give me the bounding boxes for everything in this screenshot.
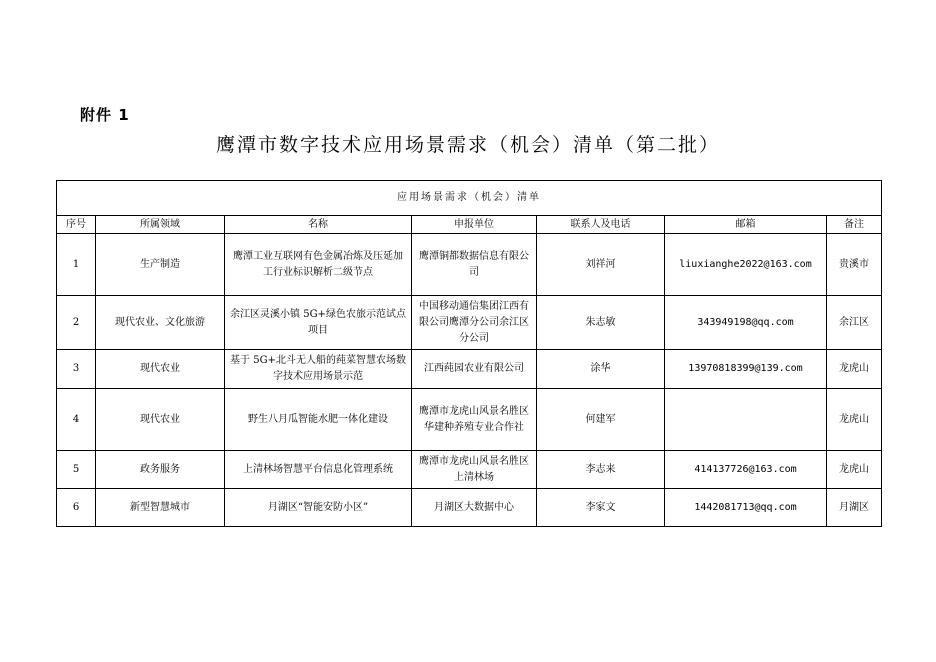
header-index: 序号 — [57, 216, 96, 234]
cell-unit: 鹰潭铜都数据信息有限公司 — [412, 234, 537, 296]
table-row — [57, 350, 882, 389]
cell-index: 3 — [57, 350, 96, 389]
header-remark: 备注 — [827, 216, 882, 234]
cell-index: 5 — [57, 451, 96, 489]
cell-index: 1 — [57, 234, 96, 296]
table-row — [57, 489, 882, 527]
cell-unit: 中国移动通信集团江西有限公司鹰潭分公司余江区分公司 — [412, 296, 537, 350]
header-email: 邮箱 — [665, 216, 827, 234]
cell-email: 343949198@qq.com — [665, 296, 827, 350]
cell-field: 新型智慧城市 — [96, 489, 225, 527]
cell-remark: 龙虎山 — [827, 389, 882, 451]
document-title: 鹰潭市数字技术应用场景需求（机会）清单（第二批） — [215, 134, 720, 156]
cell-remark: 月湖区 — [827, 489, 882, 527]
cell-remark: 贵溪市 — [827, 234, 882, 296]
table-row — [57, 389, 882, 451]
cell-remark: 余江区 — [827, 296, 882, 350]
cell-email: 13970818399@139.com — [665, 350, 827, 389]
cell-index: 4 — [57, 389, 96, 451]
cell-name: 鹰潭工业互联网有色金属冶炼及压延加工行业标识解析二级节点 — [225, 234, 412, 296]
table-caption: 应用场景需求（机会）清单 — [57, 181, 882, 216]
cell-email: 1442081713@qq.com — [665, 489, 827, 527]
cell-field: 政务服务 — [96, 451, 225, 489]
cell-name: 余江区灵溪小镇 5G+绿色农旅示范试点项目 — [225, 296, 412, 350]
table-row — [57, 451, 882, 489]
cell-remark: 龙虎山 — [827, 451, 882, 489]
cell-field: 现代农业、文化旅游 — [96, 296, 225, 350]
cell-field: 现代农业 — [96, 389, 225, 451]
header-unit: 申报单位 — [412, 216, 537, 234]
header-name: 名称 — [225, 216, 412, 234]
cell-email: liuxianghe2022@163.com — [665, 234, 827, 296]
cell-name: 野生八月瓜智能水肥一体化建设 — [225, 389, 412, 451]
cell-contact: 涂华 — [537, 350, 665, 389]
cell-field: 生产制造 — [96, 234, 225, 296]
cell-unit: 月湖区大数据中心 — [412, 489, 537, 527]
table-row — [57, 234, 882, 296]
cell-contact: 刘祥河 — [537, 234, 665, 296]
cell-unit: 鹰潭市龙虎山风景名胜区华建种养殖专业合作社 — [412, 389, 537, 451]
cell-name: 上清林场智慧平台信息化管理系统 — [225, 451, 412, 489]
cell-unit: 鹰潭市龙虎山风景名胜区上清林场 — [412, 451, 537, 489]
cell-name: 月湖区“智能安防小区” — [225, 489, 412, 527]
table-caption-row — [57, 181, 882, 216]
cell-email — [665, 389, 827, 451]
cell-name: 基于 5G+北斗无人船的莼菜智慧农场数字技术应用场景示范 — [225, 350, 412, 389]
cell-field: 现代农业 — [96, 350, 225, 389]
cell-index: 6 — [57, 489, 96, 527]
cell-contact: 朱志敏 — [537, 296, 665, 350]
table-header-row — [57, 216, 882, 234]
cell-remark: 龙虎山 — [827, 350, 882, 389]
header-field: 所属领域 — [96, 216, 225, 234]
cell-index: 2 — [57, 296, 96, 350]
cell-unit: 江西莼园农业有限公司 — [412, 350, 537, 389]
scenario-demand-table — [56, 180, 882, 527]
cell-contact: 李家文 — [537, 489, 665, 527]
header-contact: 联系人及电话 — [537, 216, 665, 234]
attachment-label: 附件 1 — [80, 106, 130, 124]
cell-contact: 何建军 — [537, 389, 665, 451]
table-row — [57, 296, 882, 350]
cell-contact: 李志来 — [537, 451, 665, 489]
cell-email: 414137726@163.com — [665, 451, 827, 489]
